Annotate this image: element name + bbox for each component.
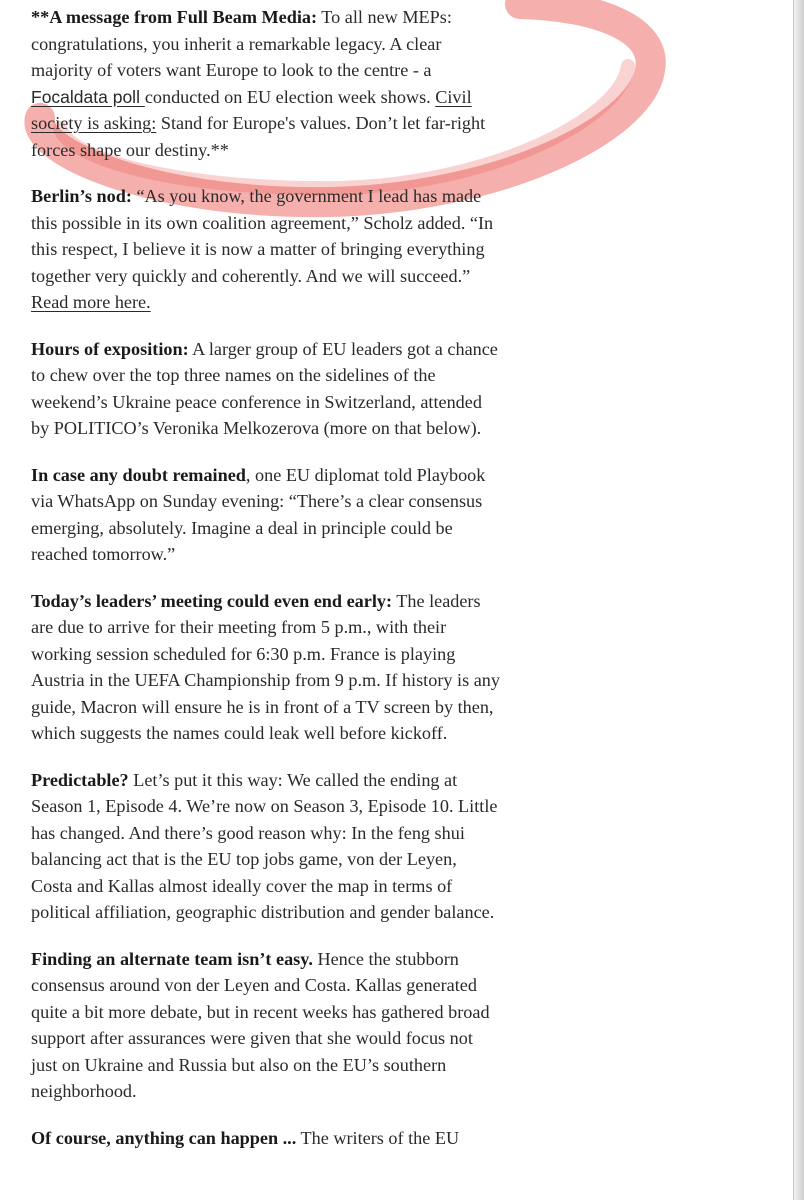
article-body [31, 4, 501, 1171]
predictable-lead: Predictable? [31, 769, 129, 790]
paragraph-berlins-nod [31, 183, 501, 316]
read-more-link[interactable]: Read more here. [31, 292, 151, 312]
anything-lead: Of course, anything can happen ... [31, 1127, 297, 1148]
focaldata-poll-link[interactable]: Focaldata poll [31, 86, 145, 107]
berlins-nod-lead: Berlin’s nod: [31, 186, 132, 206]
paragraph-sponsor-message [31, 4, 501, 163]
paragraph-doubt-remained [31, 462, 501, 568]
paragraph-hours-of-exposition [31, 336, 501, 442]
doubt-text: , one EU diplomat told Playbook via WhatsApp on Sunday evening: “There’s a clear consensus emerging, absolutely. Imagine a deal in principle could be reached tomorrow.” [31, 464, 486, 564]
sponsor-text-2: conducted on EU election week shows. [144, 86, 436, 107]
sponsor-lead: **A message from Full Beam Media: [31, 7, 318, 27]
civil-society-link[interactable]: Civil society is asking: [31, 86, 472, 133]
paragraph-predictable [31, 767, 501, 926]
alternate-team-lead: Finding an alternate team isn’t easy. [31, 948, 313, 969]
doubt-lead: In case any doubt remained [31, 464, 246, 485]
paragraph-alternate-team [31, 946, 501, 1105]
predictable-text: Let’s put it this way: We called the ending at Season 1, Episode 4. We’re now on Season 3, Episode 10. Little has changed. And there’s good reason why: In the feng shui balancing act that is the EU top jobs game, von der Leyen, Costa and Kallas almost ideally cover the map in terms of political affiliation, geographic distribution and gender balance. [31, 769, 498, 922]
exposition-lead: Hours of exposition: [31, 338, 189, 359]
berlins-nod-text: “As you know, the government I lead has made this possible in its own coalition agreement,” Scholz added. “In this respect, I believe it is now a matter of bringing everything together very quickly and coherently. And we will succeed.” [31, 186, 494, 286]
meeting-text: The leaders are due to arrive for their meeting from 5 p.m., with their working session scheduled for 6:30 p.m. France is playing Austria in the UEFA Championship from 9 p.m. If history is any guide, Macron will ensure he is in front of a TV screen by then, which suggests the names could leak well before kickoff. [31, 590, 500, 743]
paragraph-anything-can-happen [31, 1125, 501, 1152]
meeting-lead: Today’s leaders’ meeting could even end early: [31, 590, 393, 611]
sponsor-text-3: Stand for Europe's values. Don’t let far-right forces shape our destiny.** [31, 113, 486, 160]
sponsor-text-1: To all new MEPs: congratulations, you inherit a remarkable legacy. A clear majority of voters want Europe to look to the centre - a [31, 7, 452, 80]
anything-text: The writers of the EU [296, 1127, 460, 1148]
page-edge-shadow [793, 0, 804, 1200]
exposition-text: A larger group of EU leaders got a chance to chew over the top three names on the sidelines of the weekend’s Ukraine peace conference in Switzerland, attended by POLITICO’s Veronika Melkozerova (more on that below). [31, 338, 498, 438]
alternate-team-text: Hence the stubborn consensus around von der Leyen and Costa. Kallas generated quite a bit more debate, but in recent weeks has gathered broad support after assurances were given that she would focus not just on Ukraine and Russia but also on the EU’s southern neighborhood. [31, 948, 490, 1101]
paragraph-leaders-meeting [31, 588, 501, 747]
